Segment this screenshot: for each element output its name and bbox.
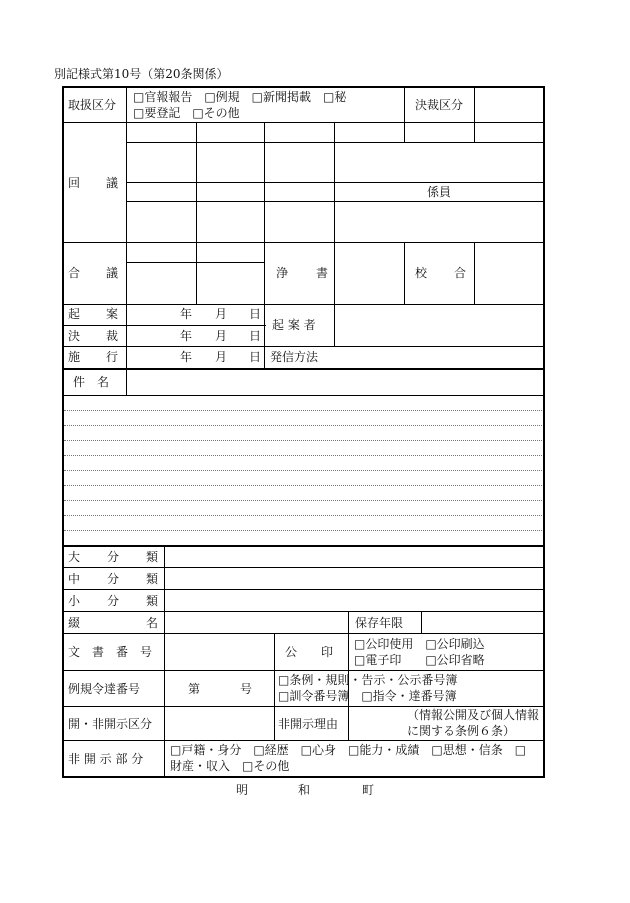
enforcement-label-2: 行 bbox=[106, 350, 119, 364]
middle-class-label-2: 分 bbox=[107, 572, 120, 586]
retention-period-field[interactable] bbox=[423, 614, 542, 632]
proofread-label-1: 校 bbox=[415, 266, 428, 280]
h-line bbox=[62, 545, 544, 547]
ordinance-note-line1: （情報公開及び個人情報 bbox=[407, 708, 540, 722]
v-line bbox=[474, 242, 475, 304]
approval-label-2: 裁 bbox=[106, 329, 119, 343]
h-line bbox=[62, 346, 544, 347]
draft-day-unit: 日 bbox=[249, 307, 262, 321]
regulation-options-line1[interactable]: □条例・規則・告示・公示番号簿 bbox=[278, 673, 458, 687]
major-class-label-1: 大 bbox=[68, 550, 81, 564]
decision-class-field[interactable] bbox=[476, 89, 542, 121]
drafter-field[interactable] bbox=[336, 306, 542, 345]
draft-month-unit: 月 bbox=[215, 307, 228, 321]
major-class-label-3: 類 bbox=[146, 550, 159, 564]
document-number-label: 文 書 番 号 bbox=[68, 645, 153, 659]
v-line bbox=[404, 242, 405, 304]
staff-label: 係員 bbox=[427, 185, 452, 199]
fair-copy-label-2: 書 bbox=[316, 266, 329, 280]
disclosure-class-label: 開・非開示区分 bbox=[68, 717, 153, 731]
h-line bbox=[126, 182, 544, 183]
binder-name-label-2: 名 bbox=[146, 616, 159, 630]
h-line bbox=[62, 122, 544, 123]
middle-class-label-3: 類 bbox=[146, 572, 159, 586]
form-title: 別記様式第10号（第20条関係） bbox=[54, 67, 229, 81]
circulation-label-1: 回 bbox=[68, 176, 81, 190]
h-line bbox=[62, 395, 544, 396]
enforcement-label-1: 施 bbox=[68, 350, 81, 364]
send-method-field[interactable] bbox=[336, 348, 542, 367]
drafter-label: 起 案 者 bbox=[272, 318, 316, 332]
approval-label-1: 決 bbox=[68, 329, 81, 343]
middle-class-field[interactable] bbox=[166, 570, 542, 588]
v-line bbox=[164, 545, 165, 741]
document-number-field[interactable] bbox=[166, 635, 273, 669]
enforcement-day-unit: 日 bbox=[249, 350, 262, 364]
regulation-go-unit: 号 bbox=[240, 682, 253, 696]
non-disclosure-part-label: 非 開 示 部 分 bbox=[68, 752, 144, 766]
regulation-dai-unit: 第 bbox=[188, 682, 201, 696]
decision-class-label: 決裁区分 bbox=[415, 98, 464, 112]
v-line bbox=[348, 633, 349, 670]
middle-class-label-1: 中 bbox=[68, 572, 81, 586]
border-right bbox=[543, 86, 545, 778]
major-class-field[interactable] bbox=[166, 548, 542, 566]
v-line bbox=[126, 86, 127, 369]
v-line bbox=[474, 86, 475, 122]
handling-options-line1[interactable]: □官報報告 □例規 □新聞掲載 □秘 bbox=[133, 90, 347, 104]
non-disclosure-reason-label: 非開示理由 bbox=[278, 717, 339, 731]
subject-field[interactable] bbox=[128, 371, 542, 394]
consultation-label-2: 議 bbox=[106, 266, 119, 280]
seal-options-line2[interactable]: □電子印 □公印省略 bbox=[354, 653, 485, 667]
enforcement-month-unit: 月 bbox=[215, 350, 228, 364]
draft-year-unit: 年 bbox=[180, 307, 193, 321]
h-line bbox=[62, 567, 544, 568]
minor-class-label-1: 小 bbox=[68, 594, 81, 608]
non-disclosure-options-line2[interactable]: 財産・収入 □その他 bbox=[170, 759, 290, 773]
regulation-number-label: 例規令達番号 bbox=[68, 682, 141, 696]
proofread-label-2: 合 bbox=[454, 266, 467, 280]
handling-label: 取扱区分 bbox=[68, 98, 117, 112]
h-line bbox=[126, 201, 544, 202]
town-name-char-2: 和 bbox=[298, 783, 311, 797]
disclosure-class-field[interactable] bbox=[166, 708, 273, 739]
non-disclosure-options-line1[interactable]: □戸籍・身分 □経歴 □心身 □能力・成績 □思想・信条 □ bbox=[170, 743, 527, 757]
v-line bbox=[334, 122, 335, 304]
v-line bbox=[264, 122, 265, 370]
h-line bbox=[126, 142, 544, 143]
border-top bbox=[62, 86, 544, 88]
v-line bbox=[404, 122, 405, 142]
h-line bbox=[62, 611, 544, 612]
approval-month-unit: 月 bbox=[215, 329, 228, 343]
approval-day-unit: 日 bbox=[249, 329, 262, 343]
h-line bbox=[62, 740, 544, 741]
h-line bbox=[62, 670, 544, 671]
h-line bbox=[62, 706, 544, 707]
h-line bbox=[62, 589, 544, 590]
fair-copy-label-1: 浄 bbox=[276, 266, 289, 280]
minor-class-label-3: 類 bbox=[146, 594, 159, 608]
v-line bbox=[274, 633, 275, 741]
v-line bbox=[126, 368, 127, 396]
h-line bbox=[62, 242, 544, 243]
h-line bbox=[62, 633, 544, 634]
circulation-label-2: 議 bbox=[106, 176, 119, 190]
seal-options-line1[interactable]: □公印使用 □公印刷込 bbox=[354, 637, 485, 651]
town-name-char-3: 町 bbox=[362, 783, 375, 797]
h-line bbox=[126, 262, 264, 263]
draft-label-1: 起 bbox=[68, 307, 81, 321]
ordinance-note-line2: に関する条例６条） bbox=[407, 724, 516, 738]
minor-class-field[interactable] bbox=[166, 592, 542, 610]
v-line bbox=[474, 122, 475, 142]
border-bottom bbox=[62, 776, 544, 778]
regulation-options-line2[interactable]: □訓令番号簿 □指令・達番号簿 bbox=[278, 689, 457, 703]
consultation-label-1: 合 bbox=[68, 266, 81, 280]
h-line bbox=[62, 304, 544, 305]
handling-options-line2[interactable]: □要登記 □その他 bbox=[133, 106, 240, 120]
h-line bbox=[62, 368, 544, 370]
approval-year-unit: 年 bbox=[180, 329, 193, 343]
minor-class-label-2: 分 bbox=[107, 594, 120, 608]
town-name-char-1: 明 bbox=[236, 783, 249, 797]
v-line bbox=[196, 122, 197, 304]
binder-name-label-1: 綴 bbox=[68, 616, 81, 630]
subject-label: 件 名 bbox=[73, 375, 110, 389]
v-line bbox=[348, 706, 349, 740]
v-line bbox=[421, 611, 422, 633]
draft-label-2: 案 bbox=[106, 307, 119, 321]
retention-period-label: 保存年限 bbox=[355, 616, 404, 630]
v-line bbox=[164, 740, 165, 776]
h-line bbox=[62, 325, 266, 326]
official-seal-label: 公 印 bbox=[285, 645, 334, 659]
major-class-label-2: 分 bbox=[107, 550, 120, 564]
binder-name-field[interactable] bbox=[166, 614, 346, 632]
v-line bbox=[404, 86, 405, 122]
v-line bbox=[334, 304, 335, 346]
send-method-label: 発信方法 bbox=[270, 350, 319, 364]
enforcement-year-unit: 年 bbox=[180, 350, 193, 364]
body-text-area[interactable] bbox=[64, 397, 542, 544]
